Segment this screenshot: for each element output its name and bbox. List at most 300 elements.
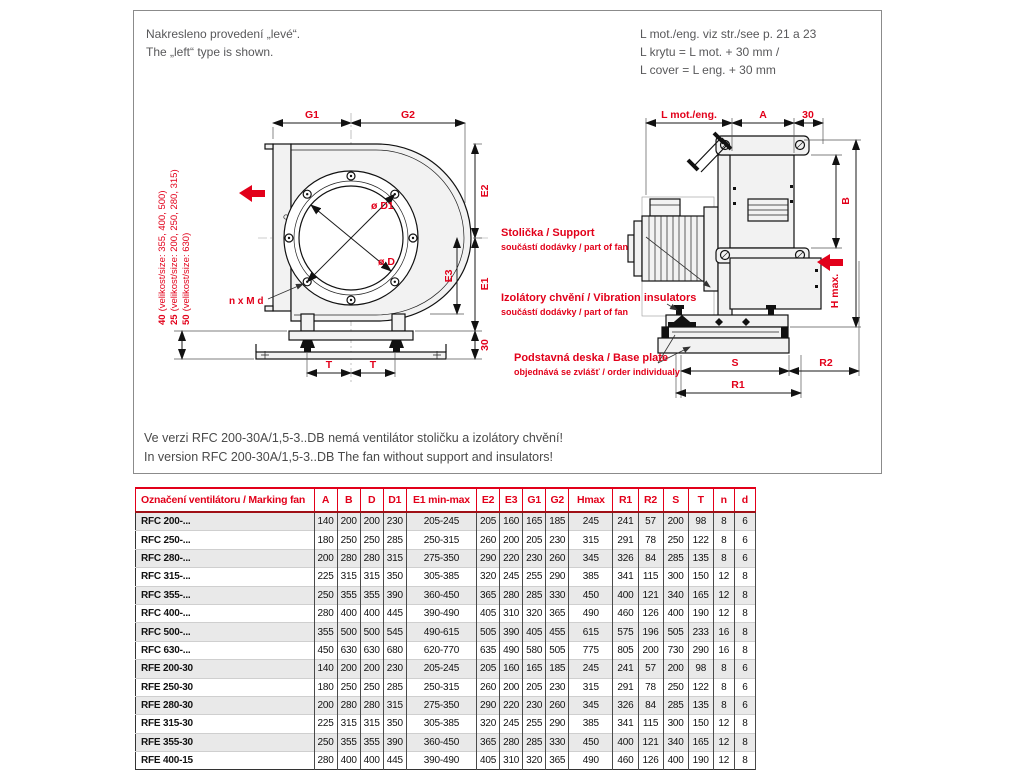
dimension-value-cell: 305-385 [406,568,476,586]
dimension-value-cell: 315 [360,568,383,586]
dimension-value-cell: 280 [360,696,383,714]
dimension-value-cell: 630 [337,641,360,659]
dimension-value-cell: 280 [337,696,360,714]
dimension-value-cell: 345 [569,696,613,714]
dimension-value-cell: 84 [638,696,663,714]
dimension-value-cell: 126 [638,752,663,770]
dimension-value-cell: 340 [663,733,688,751]
dimension-value-cell: 580 [523,641,546,659]
callout-insulators-sub: součástí dodávky / part of fan [501,307,629,317]
dimension-value-cell: 385 [569,568,613,586]
dimension-value-cell: 200 [360,512,383,531]
fan-type-cell: RFC 400-... [136,604,315,622]
dimension-value-cell: 6 [734,678,755,696]
table-row [136,696,756,714]
dimension-value-cell: 775 [569,641,613,659]
dimension-value-cell: 280 [337,549,360,567]
dimension-value-cell: 165 [523,512,546,531]
dimension-value-cell: 315 [360,715,383,733]
dimension-value-cell: 150 [688,568,713,586]
dimension-value-cell: 500 [337,623,360,641]
note-left-line2: The „left“ type is shown. [146,45,274,59]
dimension-value-cell: 200 [638,641,663,659]
front-view-direction-arrow [239,185,265,202]
column-header: R2 [638,488,663,512]
dimension-value-cell: 230 [383,660,406,678]
column-header-marking-fan: Označení ventilátoru / Marking fan [136,488,315,512]
dimension-value-cell: 205 [477,512,500,531]
dim-label-e3: E3 [443,269,455,283]
dimension-value-cell: 250 [337,678,360,696]
dimension-value-cell: 400 [337,752,360,770]
dimension-value-cell: 185 [546,660,569,678]
dimension-value-cell: 320 [523,604,546,622]
fan-type-cell: RFE 315-30 [136,715,315,733]
dimension-value-cell: 250 [663,531,688,549]
dimension-value-cell: 445 [383,752,406,770]
dimension-value-cell: 185 [546,512,569,531]
dimension-value-cell: 121 [638,586,663,604]
dimension-value-cell: 121 [638,733,663,751]
dimension-value-cell: 8 [734,623,755,641]
fan-type-cell: RFC 280-... [136,549,315,567]
dimension-value-cell: 233 [688,623,713,641]
dimension-value-cell: 365 [546,604,569,622]
size-note-25: 25(velikost/size: 200, 250, 280, 315) [169,169,180,325]
dimension-value-cell: 115 [638,568,663,586]
dimension-value-cell: 400 [337,604,360,622]
dimension-value-cell: 730 [663,641,688,659]
dimension-value-cell: 490 [569,752,613,770]
dimension-value-cell: 290 [546,568,569,586]
column-header: R1 [613,488,638,512]
column-header: A [314,488,337,512]
dimension-value-cell: 680 [383,641,406,659]
fan-front-view-drawing [157,109,491,383]
table-row [136,733,756,751]
callout-insulators-title: Izolátory chvění / Vibration insulators [501,292,697,304]
dimension-value-cell: 8 [734,586,755,604]
dimension-value-cell: 400 [613,733,638,751]
dim-label-30-side: 30 [802,109,814,121]
dimension-value-cell: 365 [477,586,500,604]
dimension-value-cell: 300 [663,715,688,733]
dimension-value-cell: 122 [688,531,713,549]
table-row [136,549,756,567]
column-header: D1 [383,488,406,512]
dimension-value-cell: 8 [734,715,755,733]
dim-label-b: B [840,197,852,205]
fan-type-cell: RFC 500-... [136,623,315,641]
dimension-value-cell: 400 [360,604,383,622]
dimension-value-cell: 245 [500,715,523,733]
dimension-value-cell: 165 [688,586,713,604]
fan-type-cell: RFC 250-... [136,531,315,549]
dimension-value-cell: 330 [546,586,569,604]
dimension-value-cell: 290 [477,696,500,714]
dimension-value-cell: 16 [713,623,734,641]
dimension-value-cell: 285 [663,696,688,714]
dim-label-r2: R2 [819,357,833,369]
dimension-value-cell: 8 [734,733,755,751]
dim-label-d: ø D [378,256,395,268]
dimension-value-cell: 205-245 [406,512,476,531]
dimension-value-cell: 230 [546,678,569,696]
dimension-value-cell: 291 [613,531,638,549]
dimension-value-cell: 365 [477,733,500,751]
column-header: E2 [477,488,500,512]
dimension-value-cell: 6 [734,660,755,678]
dimension-value-cell: 245 [569,512,613,531]
dimension-value-cell: 140 [314,512,337,531]
dimension-value-cell: 12 [713,715,734,733]
dim-label-lmot: L mot./eng. [661,109,717,121]
dimension-value-cell: 8 [713,678,734,696]
dimension-value-cell: 326 [613,549,638,567]
dimension-value-cell: 290 [477,549,500,567]
dimension-value-cell: 575 [613,623,638,641]
dim-label-30-front: 30 [479,339,491,351]
dimension-value-cell: 205 [523,678,546,696]
dimension-value-cell: 57 [638,660,663,678]
dimension-value-cell: 8 [713,660,734,678]
table-row [136,623,756,641]
dimension-value-cell: 6 [734,696,755,714]
table-row [136,641,756,659]
dimension-value-cell: 260 [546,549,569,567]
dimension-value-cell: 196 [638,623,663,641]
dimension-value-cell: 200 [663,660,688,678]
dim-label-d1: ø D1 [371,200,394,212]
dimension-value-cell: 205 [477,660,500,678]
dimension-value-cell: 290 [546,715,569,733]
dimension-value-cell: 290 [688,641,713,659]
dim-label-hmax: H max. [829,273,841,309]
dimension-value-cell: 400 [663,604,688,622]
dimension-value-cell: 315 [569,531,613,549]
table-row [136,568,756,586]
dimension-value-cell: 98 [688,660,713,678]
dimension-value-cell: 285 [523,586,546,604]
fan-dimension-drawing [134,11,881,473]
dimension-value-cell: 360-450 [406,586,476,604]
dimension-value-cell: 180 [314,678,337,696]
fan-type-cell: RFC 315-... [136,568,315,586]
table-row [136,512,756,531]
dimension-value-cell: 490 [500,641,523,659]
dimension-value-cell: 455 [546,623,569,641]
dim-label-e1: E1 [479,277,491,291]
dimension-value-cell: 8 [734,568,755,586]
dimension-value-cell: 341 [613,715,638,733]
column-header: d [734,488,755,512]
drawing-note-bottom [144,429,563,467]
dimension-value-cell: 280 [360,549,383,567]
dimension-value-cell: 115 [638,715,663,733]
dimension-value-cell: 285 [383,678,406,696]
dimension-value-cell: 241 [613,512,638,531]
dimension-value-cell: 8 [734,604,755,622]
note-right-line3: L cover = L eng. + 30 mm [640,63,776,77]
table-row [136,678,756,696]
dimension-value-cell: 12 [713,604,734,622]
dimension-value-cell: 12 [713,586,734,604]
table-header-row [136,488,756,512]
dimension-value-cell: 241 [613,660,638,678]
column-header: B [337,488,360,512]
dimension-value-cell: 280 [314,604,337,622]
dimension-value-cell: 250-315 [406,678,476,696]
column-header: E1 min-max [406,488,476,512]
bottom-note-line2: In version RFC 200-30A/1,5-3..DB The fan without support and insulators! [144,449,554,464]
dimension-value-cell: 340 [663,586,688,604]
technical-drawing-panel [133,10,882,474]
dimension-value-cell: 615 [569,623,613,641]
dimension-value-cell: 630 [360,641,383,659]
dimension-value-cell: 245 [500,568,523,586]
dimension-value-cell: 280 [314,752,337,770]
dimension-value-cell: 200 [314,549,337,567]
dimension-value-cell: 205 [523,531,546,549]
dimension-value-cell: 360-450 [406,733,476,751]
column-header: G1 [523,488,546,512]
dimension-value-cell: 400 [360,752,383,770]
dimension-value-cell: 8 [734,641,755,659]
dimension-value-cell: 6 [734,512,755,531]
dim-label-t2: T [369,359,377,371]
column-header: n [713,488,734,512]
dim-label-nxmd: n x M d [229,296,264,307]
dimension-value-cell: 450 [569,733,613,751]
dimension-value-cell: 140 [314,660,337,678]
dimension-value-cell: 305-385 [406,715,476,733]
dimension-value-cell: 6 [734,531,755,549]
callout-support-title: Stolička / Support [501,227,595,239]
dimension-value-cell: 390-490 [406,752,476,770]
dimension-value-cell: 341 [613,568,638,586]
dimension-value-cell: 6 [734,549,755,567]
dimension-value-cell: 315 [569,678,613,696]
fan-type-cell: RFC 355-... [136,586,315,604]
callout-baseplate-sub: objednává se zvlášť / order individualy [514,367,680,377]
dimension-value-cell: 12 [713,568,734,586]
dimension-value-cell: 255 [523,715,546,733]
dim-label-a: A [759,109,767,121]
dimension-value-cell: 505 [663,623,688,641]
dimension-value-cell: 300 [663,568,688,586]
dimension-value-cell: 280 [500,733,523,751]
drawing-note-left [146,25,300,61]
dimension-value-cell: 135 [688,696,713,714]
dimension-value-cell: 57 [638,512,663,531]
dimension-value-cell: 200 [500,531,523,549]
dimension-value-cell: 200 [314,696,337,714]
dimension-value-cell: 98 [688,512,713,531]
fan-type-cell: RFE 355-30 [136,733,315,751]
size-note-50: 50(velikost/size: 630) [181,232,192,325]
dimension-value-cell: 12 [713,733,734,751]
dimension-value-cell: 320 [477,568,500,586]
dimension-value-cell: 165 [688,733,713,751]
dimension-value-cell: 390 [383,733,406,751]
dimension-value-cell: 260 [546,696,569,714]
size-note-40: 40(velikost/size: 355, 400, 500) [157,190,168,325]
dimension-value-cell: 490 [569,604,613,622]
fan-type-cell: RFE 250-30 [136,678,315,696]
dimension-value-cell: 250 [663,678,688,696]
dimension-value-cell: 250-315 [406,531,476,549]
dimension-value-cell: 230 [523,696,546,714]
dimension-value-cell: 250 [360,531,383,549]
dimension-value-cell: 326 [613,696,638,714]
dimension-value-cell: 450 [569,586,613,604]
dimension-value-cell: 126 [638,604,663,622]
dimension-value-cell: 385 [569,715,613,733]
table-body [136,512,756,770]
table-row [136,586,756,604]
dimension-value-cell: 450 [314,641,337,659]
dim-label-s: S [731,357,739,369]
dimension-value-cell: 220 [500,696,523,714]
dimension-value-cell: 122 [688,678,713,696]
dimension-value-cell: 445 [383,604,406,622]
dimension-value-cell: 200 [663,512,688,531]
dimension-value-cell: 320 [477,715,500,733]
dimension-value-cell: 205-245 [406,660,476,678]
dimension-value-cell: 260 [477,678,500,696]
dimension-value-cell: 490-615 [406,623,476,641]
dimension-value-cell: 260 [477,531,500,549]
dim-label-r1: R1 [731,379,745,391]
dimension-value-cell: 275-350 [406,549,476,567]
dimension-value-cell: 275-350 [406,696,476,714]
dimension-value-cell: 200 [360,660,383,678]
column-header: Hmax [569,488,613,512]
dimension-value-cell: 315 [383,549,406,567]
dimension-value-cell: 620-770 [406,641,476,659]
dimension-value-cell: 16 [713,641,734,659]
table-row [136,660,756,678]
dimension-value-cell: 355 [337,586,360,604]
dimension-value-cell: 365 [546,752,569,770]
dimension-value-cell: 180 [314,531,337,549]
dimension-value-cell: 310 [500,752,523,770]
fan-dimension-table [135,487,756,770]
dimension-value-cell: 8 [713,531,734,549]
note-right-line2: L krytu = L mot. + 30 mm / [640,45,780,59]
dimension-value-cell: 78 [638,678,663,696]
dimension-value-cell: 390 [383,586,406,604]
column-header: E3 [500,488,523,512]
dimension-value-cell: 12 [713,752,734,770]
dimension-value-cell: 8 [713,696,734,714]
dimension-value-cell: 190 [688,604,713,622]
dimension-value-cell: 285 [383,531,406,549]
dimension-value-cell: 320 [523,752,546,770]
dimension-value-cell: 285 [523,733,546,751]
dimension-value-cell: 190 [688,752,713,770]
dimension-value-cell: 230 [383,512,406,531]
dimension-value-cell: 160 [500,660,523,678]
dimension-value-cell: 220 [500,549,523,567]
dimension-value-cell: 400 [613,586,638,604]
dimension-value-cell: 315 [337,715,360,733]
dimension-value-cell: 390-490 [406,604,476,622]
dimension-value-cell: 200 [337,660,360,678]
dimension-value-cell: 355 [314,623,337,641]
dimension-value-cell: 255 [523,568,546,586]
dimension-value-cell: 460 [613,604,638,622]
dimension-value-cell: 200 [500,678,523,696]
table-row [136,715,756,733]
dimension-value-cell: 310 [500,604,523,622]
dimension-value-cell: 250 [360,678,383,696]
note-left-line1: Nakresleno provedení „levé“. [146,27,301,41]
table-row [136,752,756,770]
dimension-value-cell: 250 [314,733,337,751]
dimension-value-cell: 635 [477,641,500,659]
dimension-value-cell: 78 [638,531,663,549]
dimension-value-cell: 285 [663,549,688,567]
dimension-value-cell: 350 [383,715,406,733]
dimension-value-cell: 350 [383,568,406,586]
fan-type-cell: RFE 200-30 [136,660,315,678]
fan-type-cell: RFC 200-... [136,512,315,531]
column-header: S [663,488,688,512]
dimension-value-cell: 500 [360,623,383,641]
dimension-value-cell: 280 [500,586,523,604]
dimension-value-cell: 330 [546,733,569,751]
table-row [136,604,756,622]
dimension-value-cell: 225 [314,715,337,733]
dimension-value-cell: 390 [500,623,523,641]
dimension-value-cell: 460 [613,752,638,770]
dimension-value-cell: 355 [360,586,383,604]
dim-label-g2: G2 [400,109,416,121]
dimension-value-cell: 84 [638,549,663,567]
dimension-value-cell: 165 [523,660,546,678]
fan-type-cell: RFE 280-30 [136,696,315,714]
dimension-value-cell: 405 [523,623,546,641]
column-header: G2 [546,488,569,512]
dimension-value-cell: 355 [360,733,383,751]
drawing-note-right [640,25,875,79]
table-row [136,531,756,549]
dimension-value-cell: 291 [613,678,638,696]
dimension-value-cell: 245 [569,660,613,678]
dimension-value-cell: 200 [337,512,360,531]
dimension-value-cell: 250 [314,586,337,604]
dimension-value-cell: 135 [688,549,713,567]
dimension-value-cell: 505 [477,623,500,641]
dimension-value-cell: 355 [337,733,360,751]
dimension-value-cell: 225 [314,568,337,586]
fan-type-cell: RFE 400-15 [136,752,315,770]
dimension-value-cell: 230 [523,549,546,567]
dimension-value-cell: 8 [734,752,755,770]
dimension-value-cell: 150 [688,715,713,733]
dimension-value-cell: 545 [383,623,406,641]
dimension-value-cell: 345 [569,549,613,567]
note-right-line1: L mot./eng. viz str./see p. 21 a 23 [640,27,817,41]
dimension-value-cell: 160 [500,512,523,531]
dimension-value-cell: 315 [337,568,360,586]
dimension-value-cell: 8 [713,512,734,531]
dimension-value-cell: 405 [477,752,500,770]
column-header: D [360,488,383,512]
dimension-value-cell: 230 [546,531,569,549]
dimension-value-cell: 400 [663,752,688,770]
